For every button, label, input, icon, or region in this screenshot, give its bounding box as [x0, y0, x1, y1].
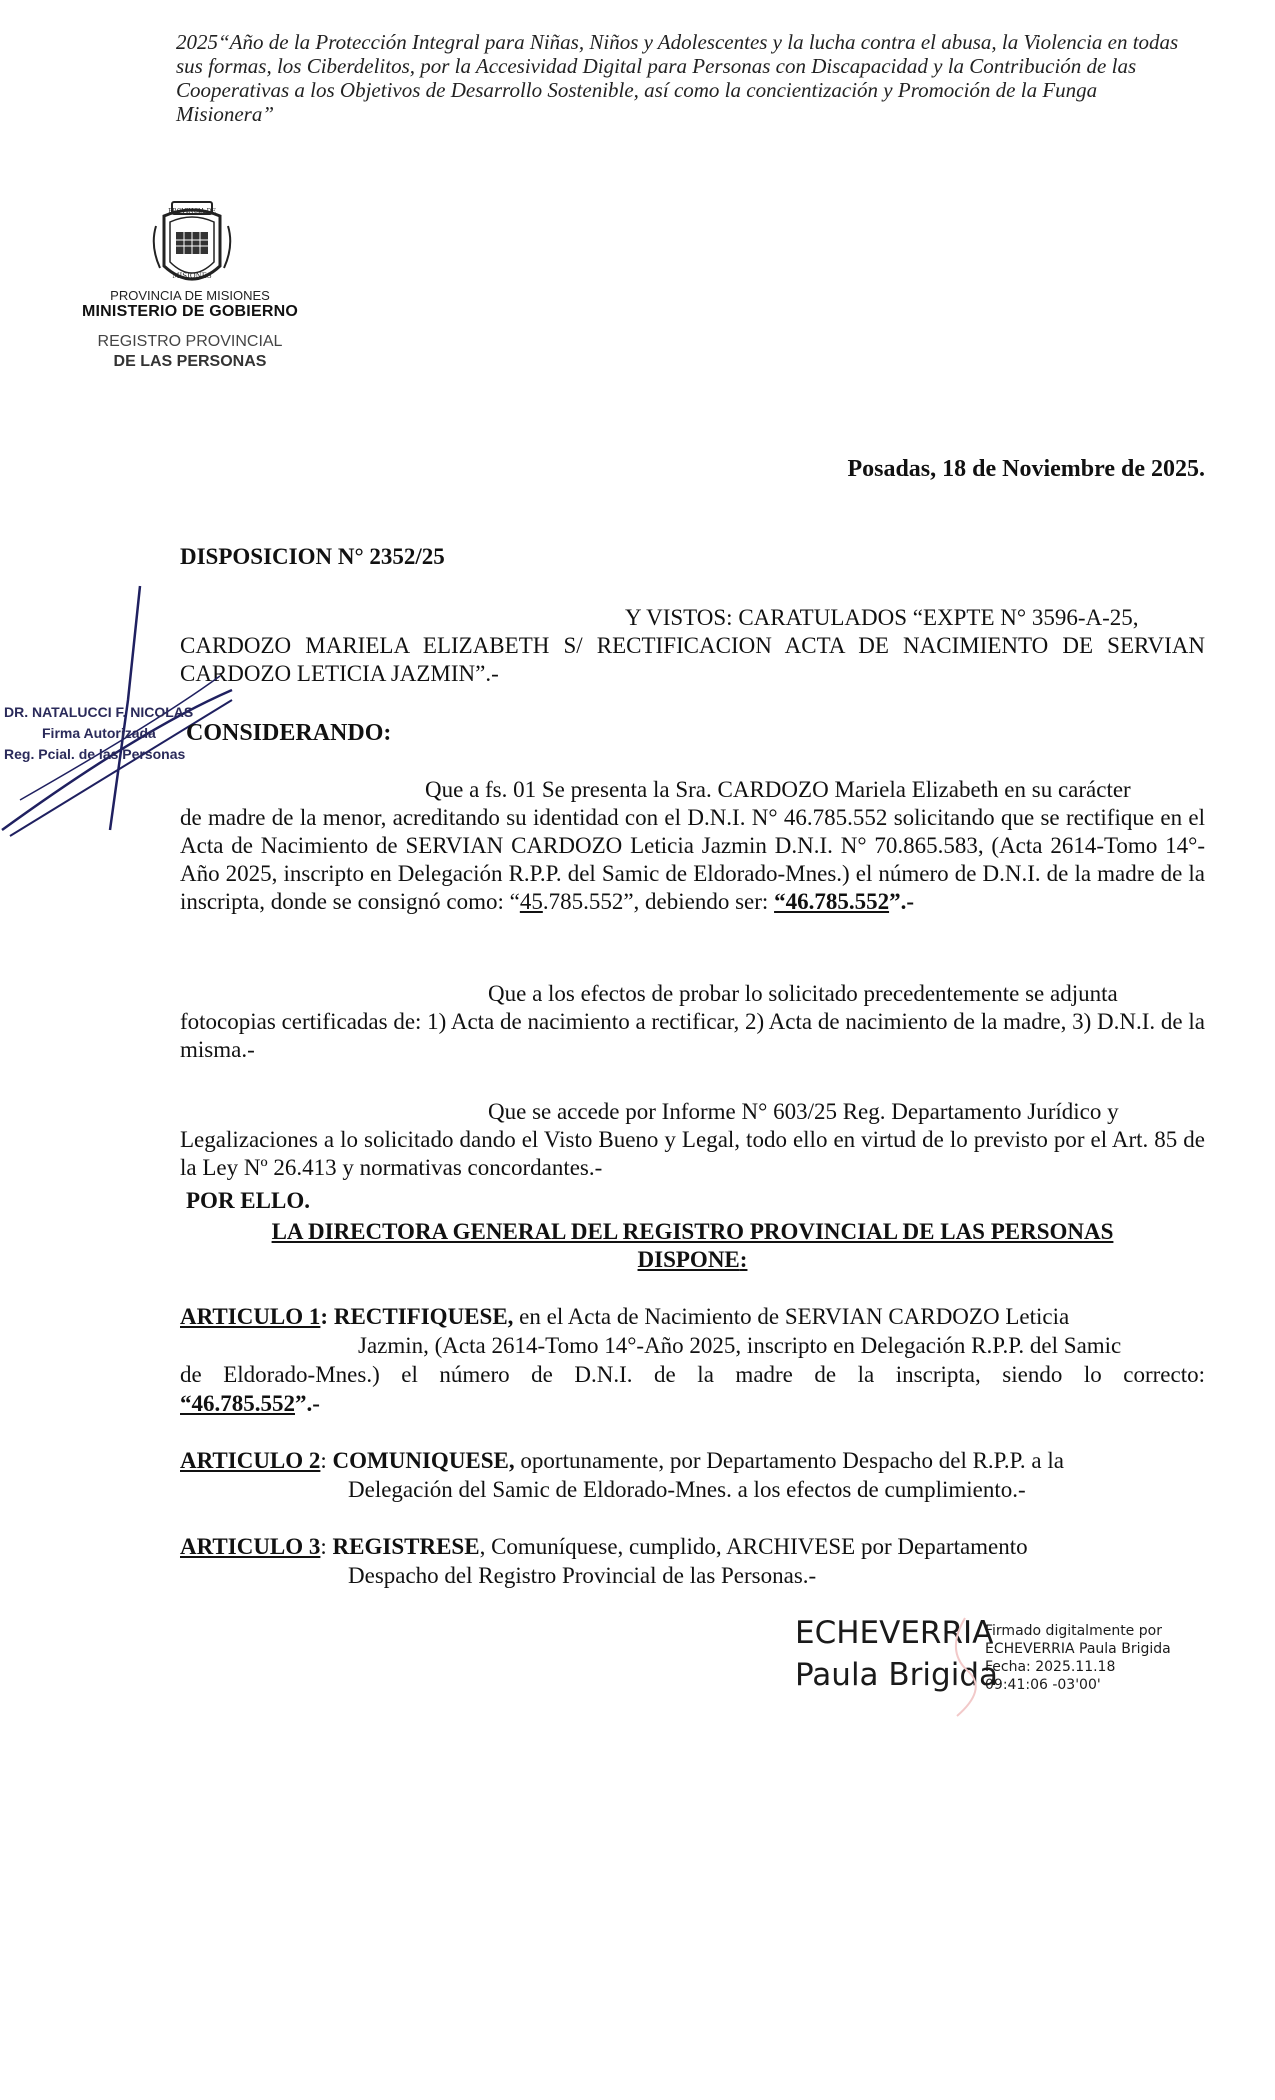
considerando-paragraph-1 [180, 776, 1205, 916]
art3-second: Despacho del Registro Provincial de las Personas.- [348, 1563, 817, 1588]
art1-second: Jazmin, (Acta 2614-Tomo 14°-Año 2025, inscripto en Delegación R.P.P. del Samic [358, 1333, 1122, 1358]
signature-meta-line1: Firmado digitalmente por [985, 1623, 1162, 1639]
stamp-role: Firma Autorizada [42, 725, 156, 741]
header-registry-sub: DE LAS PERSONAS [113, 353, 267, 370]
digital-signature-block [795, 1612, 1235, 1722]
document-date: Posadas, 18 de Noviembre de 2025. [847, 456, 1205, 482]
p1-lead: Que a fs. 01 Se presenta la Sra. CARDOZO Mariela Elizabeth en su carácter [425, 777, 1131, 802]
art1-third: de Eldorado-Mnes.) el número de D.N.I. de la madre de la inscripta, siendo lo correcto: [180, 1362, 1205, 1387]
articulo-2 [180, 1446, 1205, 1504]
p2-body: fotocopias certificadas de: 1) Acta de nacimiento a rectificar, 2) Acta de nacimiento de la madre, 3) D.N.I. de la misma.- [180, 1009, 1205, 1062]
header-province: PROVINCIA DE MISIONES [110, 288, 270, 303]
header-registry: REGISTRO PROVINCIAL [97, 333, 283, 350]
p1-correct-value: “46.785.552 [774, 889, 890, 914]
directora-heading [180, 1218, 1205, 1274]
p1-wrong-prefix: 45 [519, 889, 543, 914]
stamp-office: Reg. Pcial. de las Personas [4, 746, 186, 762]
p3-lead: Que se accede por Informe N° 603/25 Reg. Departamento Jurídico y [488, 1099, 1119, 1124]
art2-colon: : [320, 1448, 327, 1473]
art3-colon: : [320, 1534, 327, 1559]
art1-value-end: ”.- [295, 1391, 320, 1416]
misiones-crest-logo [146, 196, 238, 296]
art1-label: ARTICULO 1 [180, 1304, 321, 1329]
signer-surname: ECHEVERRIA [795, 1615, 994, 1651]
considerando-paragraph-2 [180, 980, 1205, 1064]
crest-bottom-text: MISIONES [172, 272, 212, 280]
signature-meta [985, 1622, 1171, 1694]
art3-first: , Comuníquese, cumplido, ARCHIVESE por Departamento [479, 1534, 1028, 1559]
art2-verb: COMUNIQUESE, [326, 1448, 515, 1473]
art2-first: oportunamente, por Departamento Despacho del R.P.P. a la [514, 1448, 1064, 1473]
disposicion-number: DISPOSICION N° 2352/25 [180, 544, 445, 569]
p1-correct-end: ”.- [889, 889, 914, 914]
dispone-word: DISPONE [637, 1247, 740, 1272]
header-ministry: MINISTERIO DE GOBIERNO [82, 303, 298, 320]
art1-colon: : [320, 1304, 329, 1329]
art3-label: ARTICULO 3 [180, 1534, 321, 1559]
signature-meta-time: 09:41:06 -03'00' [985, 1677, 1101, 1693]
crest-top-text: PROVINCIA DE [168, 208, 216, 215]
articulo-3 [180, 1532, 1205, 1590]
p3-body: Legalizaciones a lo solicitado dando el Visto Bueno y Legal, todo ello en virtud de lo previsto por el Art. 85 de la Ley Nº 26.413 y normativas concordantes.- [180, 1127, 1205, 1180]
signature-meta-line2: ECHEVERRIA Paula Brigida [985, 1641, 1171, 1657]
vistos-lead: Y VISTOS: CARATULADOS “EXPTE N° 3596-A-25, [625, 605, 1139, 630]
stamp-name: DR. NATALUCCI F. NICOLAS [4, 704, 194, 720]
motto-header: 2025“Año de la Protección Integral para Niñas, Niños y Adolescentes y la lucha contra el abusa, la Violencia en todas sus formas, los Ciberdelitos, por la Accesividad Digital para Personas con Discapacidad y la Contribución de las Cooperativas a los Objetivos de Desarrollo Sostenible, así como la concientización y Promoción de la Funga Misionera” [176, 30, 1179, 126]
directora-line: LA DIRECTORA GENERAL DEL REGISTRO PROVINCIAL DE LAS PERSONAS [271, 1219, 1114, 1244]
signer-given-names: Paula Brigida [795, 1657, 998, 1693]
p2-lead: Que a los efectos de probar lo solicitado precedentemente se adjunta [488, 981, 1118, 1006]
vistos-paragraph [180, 604, 1205, 688]
p1-wrong-rest: .785.552”, debiendo ser: [542, 889, 775, 914]
p1-body: de madre de la menor, acreditando su identidad con el D.N.I. N° 46.785.552 solicitando que se rectifique en el Acta de Nacimiento de SERVIAN CARDOZO Leticia Jazmin D.N.I. N° 70.865.583, (Acta 2614-Tomo 14°-Año 2025, inscripto en Delegación R.P.P. del Samic de Eldorado-Mnes.) el número de D.N.I. de la madre de la inscripta, donde se consignó como: [180, 805, 1205, 914]
considerando-paragraph-3 [180, 1098, 1205, 1182]
dispone-colon: : [739, 1247, 748, 1272]
art1-value: “46.785.552 [180, 1391, 295, 1416]
art2-second: Delegación del Samic de Eldorado-Mnes. a los efectos de cumplimiento.- [348, 1477, 1026, 1502]
signature-meta-date: Fecha: 2025.11.18 [985, 1659, 1116, 1675]
art1-verb: RECTIFIQUESE, [328, 1304, 514, 1329]
art1-first: en el Acta de Nacimiento de SERVIAN CARDOZO Leticia [513, 1304, 1070, 1329]
por-ello: POR ELLO. [186, 1188, 310, 1213]
art3-verb: REGISTRESE [326, 1534, 480, 1559]
vistos-body: CARDOZO MARIELA ELIZABETH S/ RECTIFICACION ACTA DE NACIMIENTO DE SERVIAN CARDOZO LETICIA JAZMIN”.- [180, 633, 1205, 686]
p1-quote-open: “ [509, 889, 520, 914]
considerando-heading: CONSIDERANDO: [186, 720, 392, 746]
art2-label: ARTICULO 2 [180, 1448, 321, 1473]
articulo-1 [180, 1302, 1205, 1418]
